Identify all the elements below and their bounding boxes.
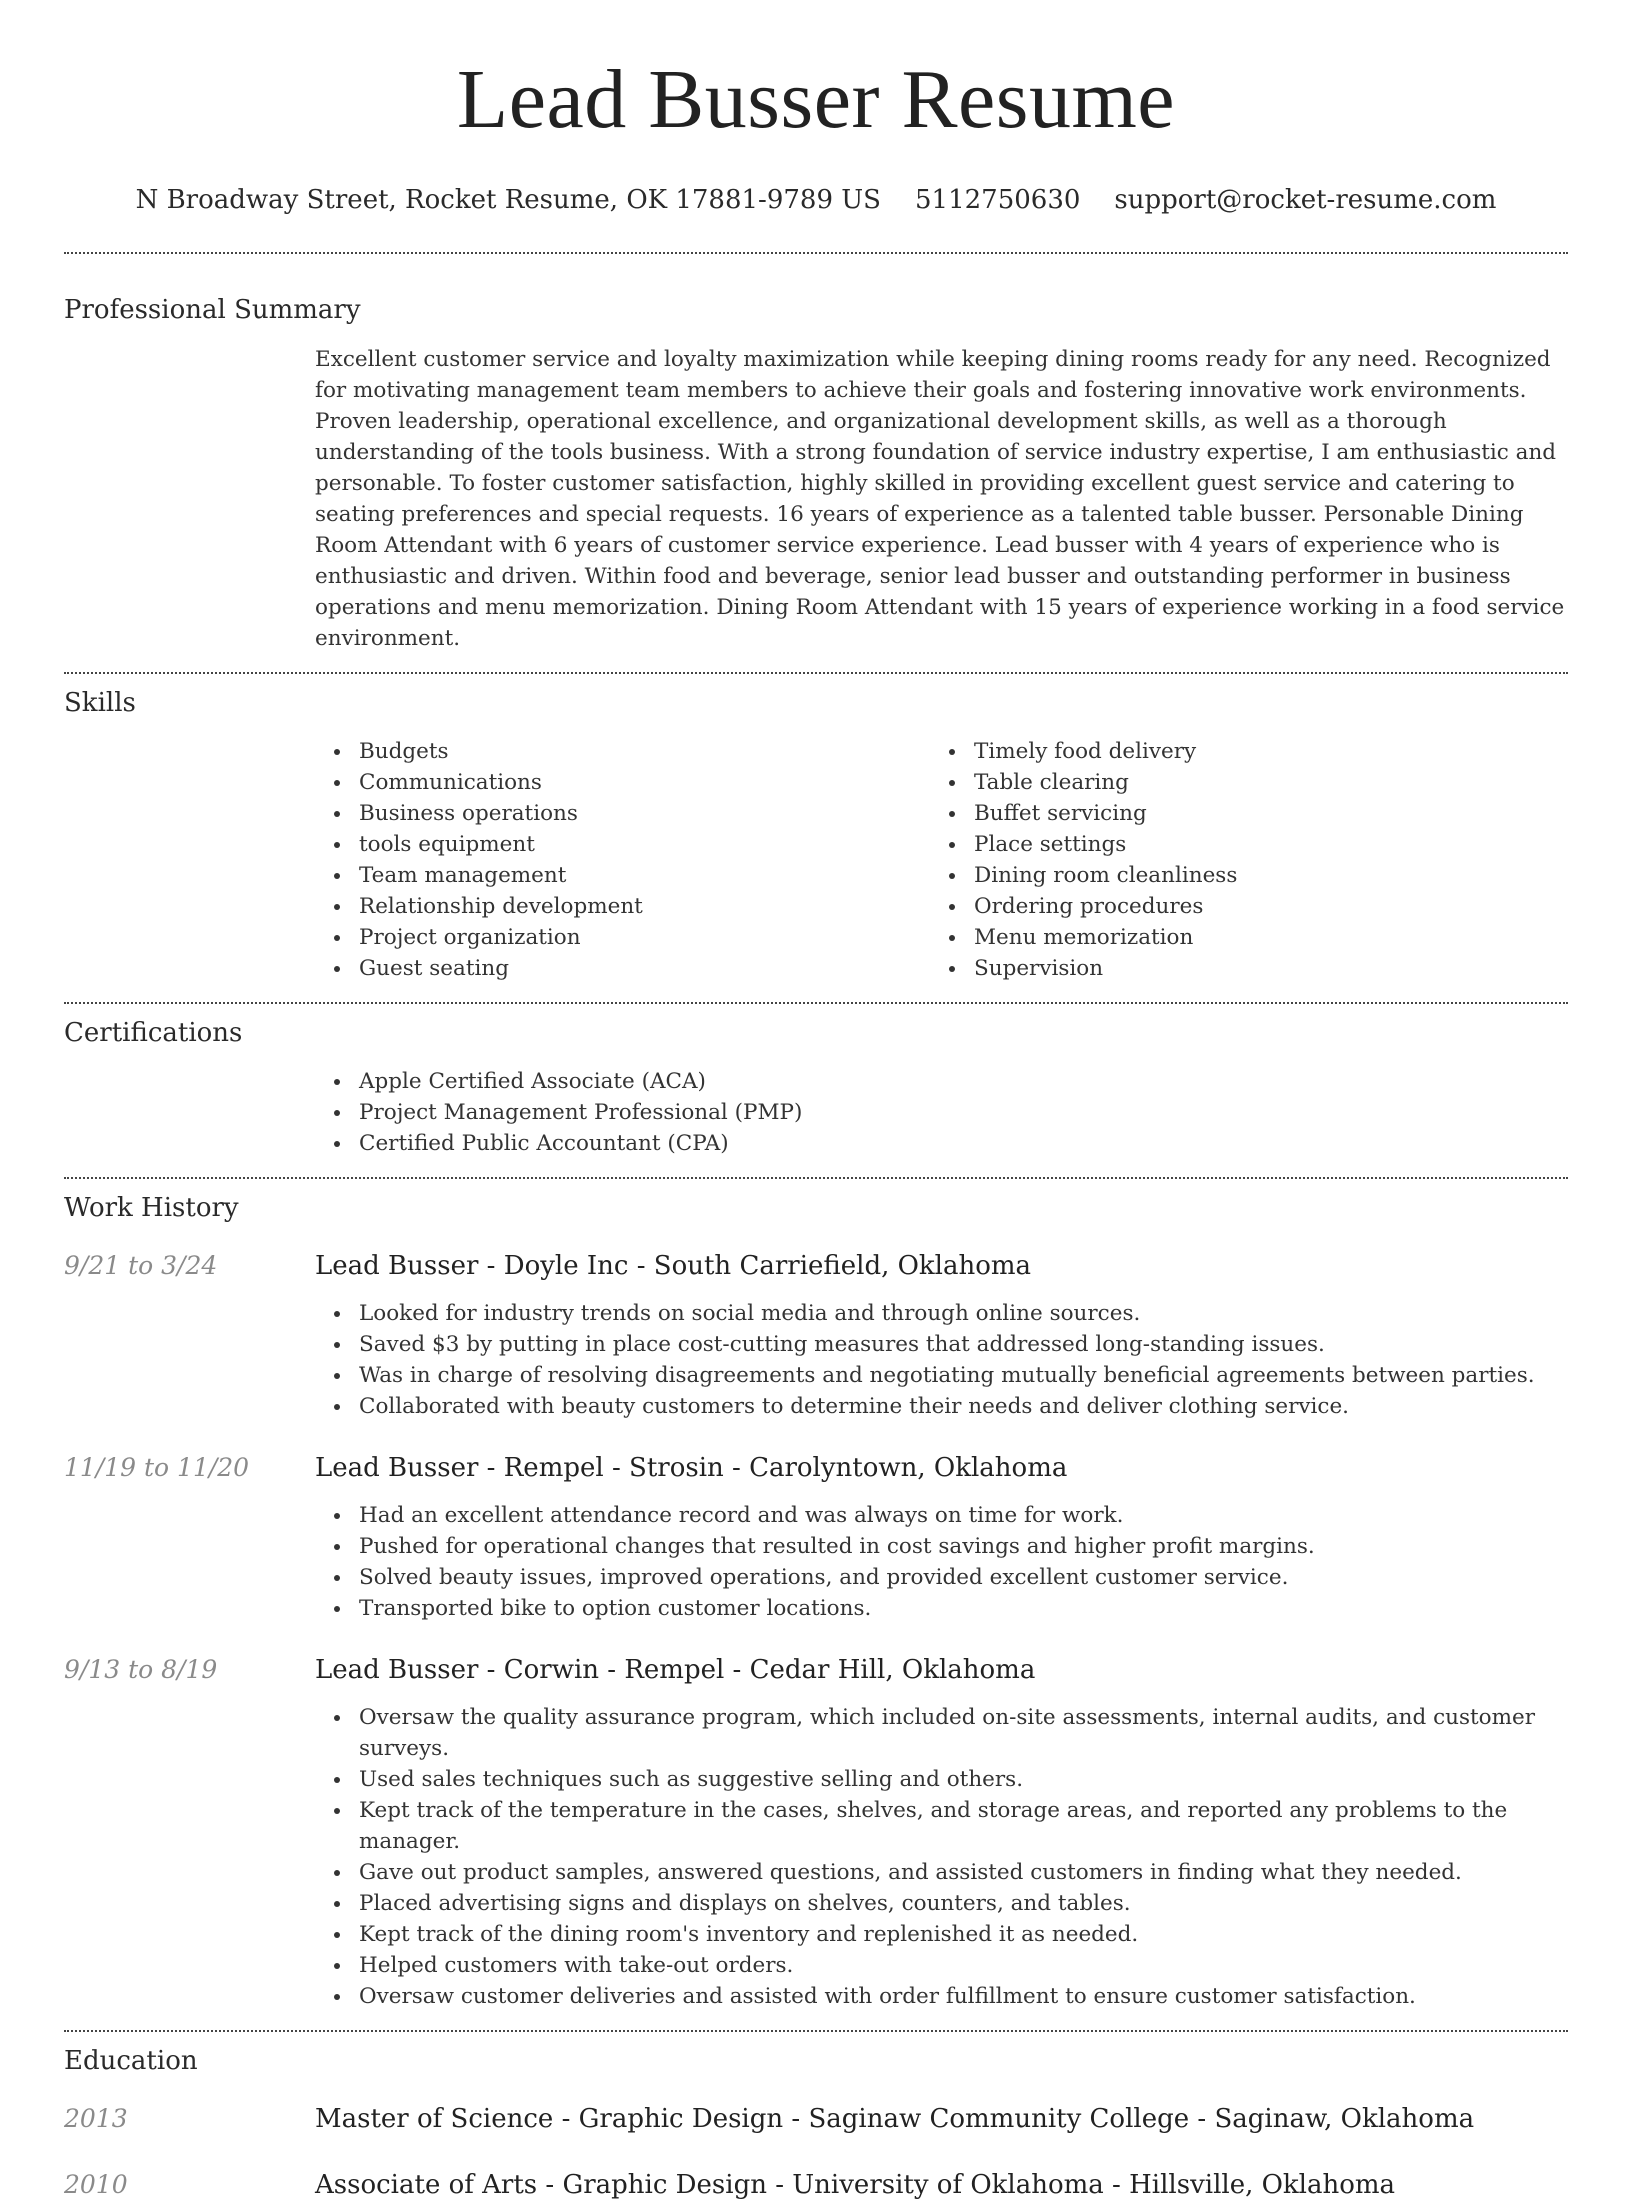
skill-item: Dining room cleanliness (930, 860, 1545, 891)
job-dates: 9/21 to 3/24 (64, 1251, 218, 1280)
skills-columns (315, 736, 1568, 984)
skills-heading: Skills (64, 688, 136, 718)
job-duty: Oversaw customer deliveries and assisted with order fulfillment to ensure customer satisfaction. (315, 1981, 1568, 2012)
section-divider (64, 252, 1568, 254)
skill-item: Table clearing (930, 767, 1545, 798)
contact-address: N Broadway Street, Rocket Resume, OK 17881-9789 US (135, 185, 881, 215)
education-section (64, 2045, 1568, 2201)
job-entry (64, 1654, 1568, 2012)
job-duty: Helped customers with take-out orders. (315, 1950, 1568, 1981)
job-header (64, 1250, 1568, 1282)
skills-list-right (930, 736, 1545, 984)
job-duty: Kept track of the temperature in the cases, shelves, and storage areas, and reported any problems to the manager. (315, 1795, 1568, 1857)
work-history-heading: Work History (64, 1193, 239, 1223)
contact-line (64, 184, 1568, 216)
job-duty: Gave out product samples, answered questions, and assisted customers in finding what they needed. (315, 1857, 1568, 1888)
education-heading: Education (64, 2046, 198, 2076)
summary-text: Excellent customer service and loyalty maximization while keeping dining rooms ready for any need. Recognized for motivating management team members to achieve their goals and fostering innovative work environments. Proven leadership, operational excellence, and organizational development skills, as well as a thorough understanding of the tools business. With a strong foundation of service industry expertise, I am enthusiastic and personable. To foster customer satisfaction, highly skilled in providing excellent guest service and catering to seating preferences and special requests. 16 years of experience as a talented table busser. Personable Dining Room Attendant with 6 years of customer service experience. Lead busser with 4 years of experience who is enthusiastic and driven. Within food and beverage, senior lead busser and outstanding performer in business operations and menu memorization. Dining Room Attendant with 15 years of experience working in a food service environment. (315, 347, 1565, 651)
skill-item: Menu memorization (930, 922, 1545, 953)
education-degree: Associate of Arts - Graphic Design - University of Oklahoma - Hillsville, Oklahoma (315, 2170, 1396, 2200)
job-entry (64, 1250, 1568, 1422)
section-divider (64, 2030, 1568, 2032)
contact-phone: 5112750630 (914, 185, 1081, 215)
job-duty: Looked for industry trends on social media and through online sources. (315, 1298, 1568, 1329)
job-title: Lead Busser - Corwin - Rempel - Cedar Hill, Oklahoma (315, 1655, 1036, 1685)
contact-email: support@rocket-resume.com (1114, 185, 1497, 215)
certification-item: Apple Certified Associate (ACA) (315, 1066, 1568, 1097)
job-duty: Transported bike to option customer locations. (315, 1593, 1568, 1624)
job-duty: Saved $3 by putting in place cost-cutting measures that addressed long-standing issues. (315, 1329, 1568, 1360)
job-duty: Solved beauty issues, improved operations, and provided excellent customer service. (315, 1562, 1568, 1593)
education-year: 2013 (64, 2104, 128, 2133)
skill-item: Ordering procedures (930, 891, 1545, 922)
resume-name: Lead Busser Resume (456, 53, 1176, 146)
job-dates: 11/19 to 11/20 (64, 1453, 250, 1482)
job-title: Lead Busser - Rempel - Strosin - Carolyntown, Oklahoma (315, 1453, 1068, 1483)
job-duty: Collaborated with beauty customers to determine their needs and deliver clothing service. (315, 1391, 1568, 1422)
job-duty: Was in charge of resolving disagreements and negotiating mutually beneficial agreements between parties. (315, 1360, 1568, 1391)
skill-item: Guest seating (315, 953, 930, 984)
certifications-section (64, 1017, 1568, 1159)
job-duty: Kept track of the dining room's inventory and replenished it as needed. (315, 1919, 1568, 1950)
job-duty: Used sales techniques such as suggestive selling and others. (315, 1764, 1568, 1795)
skill-item: Business operations (315, 798, 930, 829)
section-divider (64, 1002, 1568, 1004)
skill-item: Communications (315, 767, 930, 798)
skills-section (64, 687, 1568, 984)
skill-item: tools equipment (315, 829, 930, 860)
skill-item: Relationship development (315, 891, 930, 922)
skill-item: Team management (315, 860, 930, 891)
certifications-heading: Certifications (64, 1018, 243, 1048)
work-history-section (64, 1192, 1568, 2012)
section-divider (64, 672, 1568, 674)
job-duty: Pushed for operational changes that resulted in cost savings and higher profit margins. (315, 1531, 1568, 1562)
section-divider (64, 1177, 1568, 1179)
certification-item: Project Management Professional (PMP) (315, 1097, 1568, 1128)
job-duty: Oversaw the quality assurance program, which included on-site assessments, internal audits, and customer surveys. (315, 1702, 1568, 1764)
job-header (64, 1654, 1568, 1686)
job-duty: Had an excellent attendance record and was always on time for work. (315, 1500, 1568, 1531)
education-year: 2010 (64, 2170, 128, 2199)
skill-item: Place settings (930, 829, 1545, 860)
skill-item: Buffet servicing (930, 798, 1545, 829)
education-entry (64, 2103, 1568, 2135)
skill-item: Timely food delivery (930, 736, 1545, 767)
job-header (64, 1452, 1568, 1484)
summary-section (64, 294, 1568, 654)
skills-list-left (315, 736, 930, 984)
certification-item: Certified Public Accountant (CPA) (315, 1128, 1568, 1159)
skill-item: Project organization (315, 922, 930, 953)
job-duties-list (315, 1298, 1568, 1422)
summary-heading: Professional Summary (64, 295, 361, 325)
resume-page (64, 0, 1568, 2201)
skill-item: Budgets (315, 736, 930, 767)
job-duties-list (315, 1500, 1568, 1624)
certifications-list (315, 1066, 1568, 1159)
skill-item: Supervision (930, 953, 1545, 984)
job-duties-list (315, 1702, 1568, 2012)
education-entry (64, 2169, 1568, 2201)
education-degree: Master of Science - Graphic Design - Saginaw Community College - Saginaw, Oklahoma (315, 2104, 1475, 2134)
job-dates: 9/13 to 8/19 (64, 1655, 218, 1684)
resume-header (64, 0, 1568, 216)
job-title: Lead Busser - Doyle Inc - South Carriefield, Oklahoma (315, 1251, 1032, 1281)
job-duty: Placed advertising signs and displays on shelves, counters, and tables. (315, 1888, 1568, 1919)
job-entry (64, 1452, 1568, 1624)
